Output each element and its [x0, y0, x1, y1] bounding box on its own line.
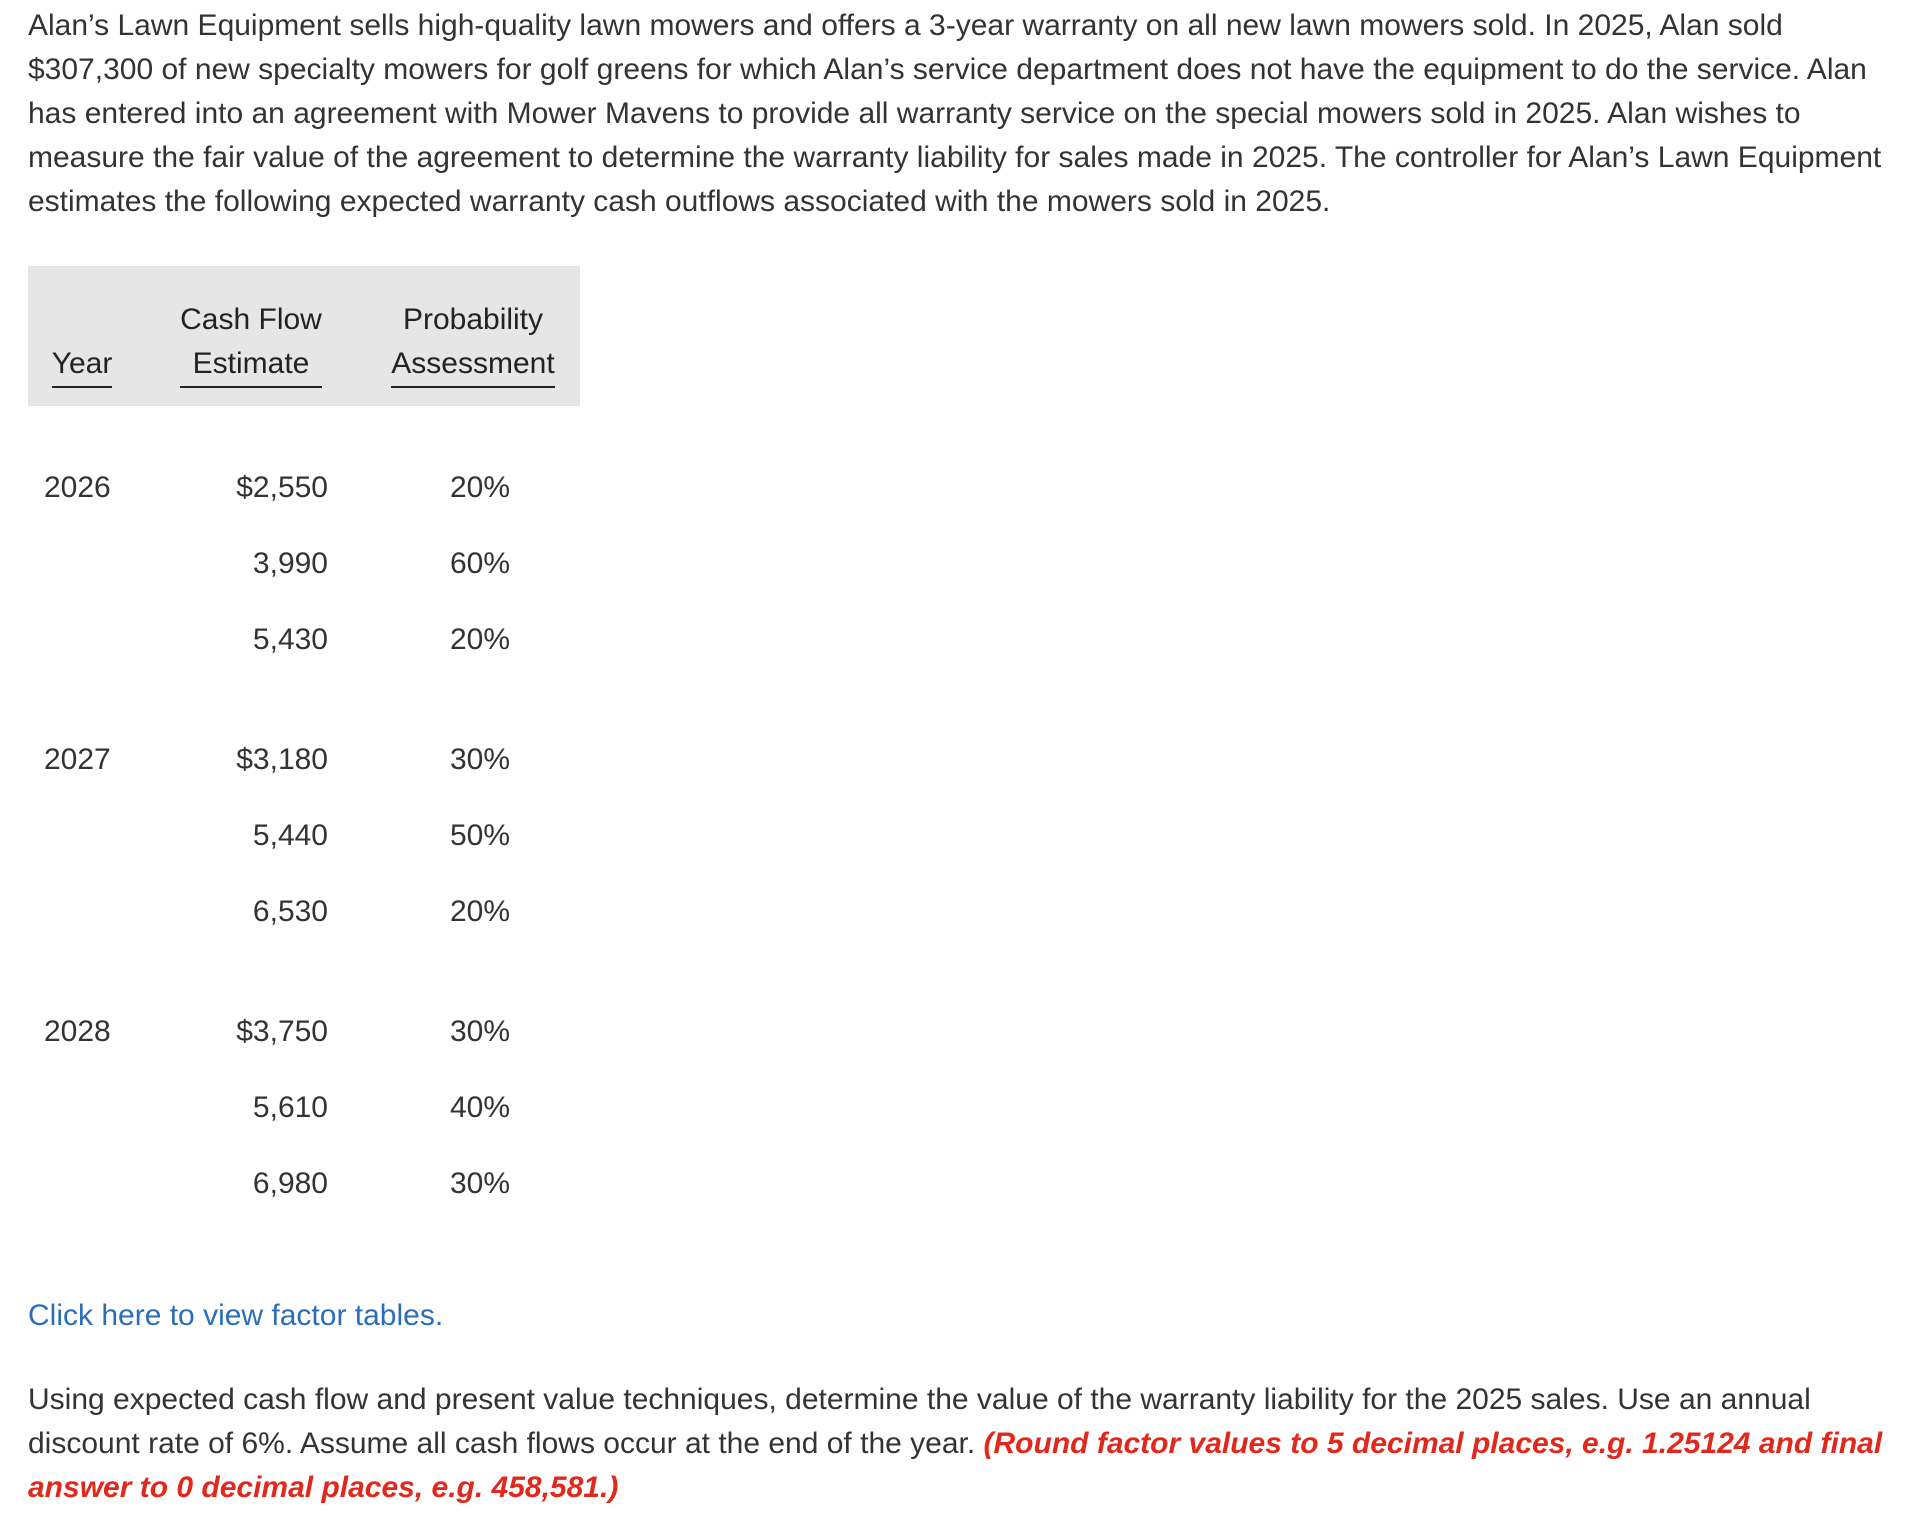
rounding-instructions: (Round factor values to 5 decimal places, e.g. 1.25124 and final answer to 0 decimal places, e.g. 458,581.): [28, 1427, 1883, 1504]
cash-cell: 5,610: [252, 1091, 328, 1124]
cash-cell: $2,550: [236, 471, 328, 504]
problem-intro: Alan’s Lawn Equipment sells high-quality lawn mowers and offers a 3-year warranty on all new lawn mowers sold. In 2025, Alan sold $307,300 of new specialty mowers for golf greens for which Alan’s service department does not have the equipment to do the service. Alan has entered into an agreement with Mower Mavens to provide all warranty service on the special mowers sold in 2025. Alan wishes to measure the fair value of the agreement to determine the warranty liability for sales made in 2025. The controller for Alan’s Lawn Equipment estimates the following expected warranty cash outflows associated with the mowers sold in 2025.: [28, 9, 1882, 218]
table-row: [28, 722, 580, 798]
spacer-row: [28, 678, 580, 722]
cash-flow-table: [28, 266, 580, 1222]
probability-cell: 30%: [449, 1167, 510, 1200]
cash-cell: 5,430: [252, 623, 328, 656]
table-row: [28, 994, 580, 1070]
spacer-row: [28, 406, 580, 450]
table-row: [28, 1070, 580, 1146]
probability-cell: 20%: [449, 471, 510, 504]
spacer-row: [28, 950, 580, 994]
year-cell: 2028: [44, 1015, 111, 1048]
cash-cell: 3,990: [252, 547, 328, 580]
table-row: [28, 874, 580, 950]
header-prob-line1: Probability: [402, 303, 544, 336]
table-row: [28, 450, 580, 526]
header-cash-flow-estimate: [136, 266, 366, 406]
table-row: [28, 798, 580, 874]
table-body: [28, 406, 580, 1222]
cash-cell: 6,980: [252, 1167, 328, 1200]
header-cash-line2: Estimate: [192, 347, 310, 380]
year-cell: 2026: [44, 471, 111, 504]
cash-cell: $3,180: [236, 743, 328, 776]
table-row: [28, 602, 580, 678]
table-row: [28, 1146, 580, 1222]
probability-cell: 20%: [449, 895, 510, 928]
probability-cell: 50%: [449, 819, 510, 852]
cash-cell: 5,440: [252, 819, 328, 852]
factor-tables-link[interactable]: Click here to view factor tables.: [28, 1299, 444, 1332]
probability-cell: 20%: [449, 623, 510, 656]
year-cell: 2027: [44, 743, 111, 776]
question-body: Using expected cash flow and present value techniques, determine the value of the warranty liability for the 2025 sales. Use an annual discount rate of 6%. Assume all cash flows occur at the end of the year.: [28, 1383, 1811, 1460]
header-year: Year: [28, 266, 136, 406]
cash-flow-table-container: [28, 266, 580, 1222]
table-row: [28, 526, 580, 602]
question-text: [28, 1378, 1892, 1510]
probability-cell: 40%: [449, 1091, 510, 1124]
header-probability-assessment: [366, 266, 580, 406]
probability-cell: 30%: [449, 1015, 510, 1048]
cash-cell: $3,750: [236, 1015, 328, 1048]
header-cash-line1: Cash Flow: [180, 303, 322, 336]
probability-cell: 60%: [449, 547, 510, 580]
cash-cell: 6,530: [252, 895, 328, 928]
header-prob-line2: Assessment: [391, 347, 555, 380]
probability-cell: 30%: [449, 743, 510, 776]
table-header-row: [28, 266, 580, 406]
